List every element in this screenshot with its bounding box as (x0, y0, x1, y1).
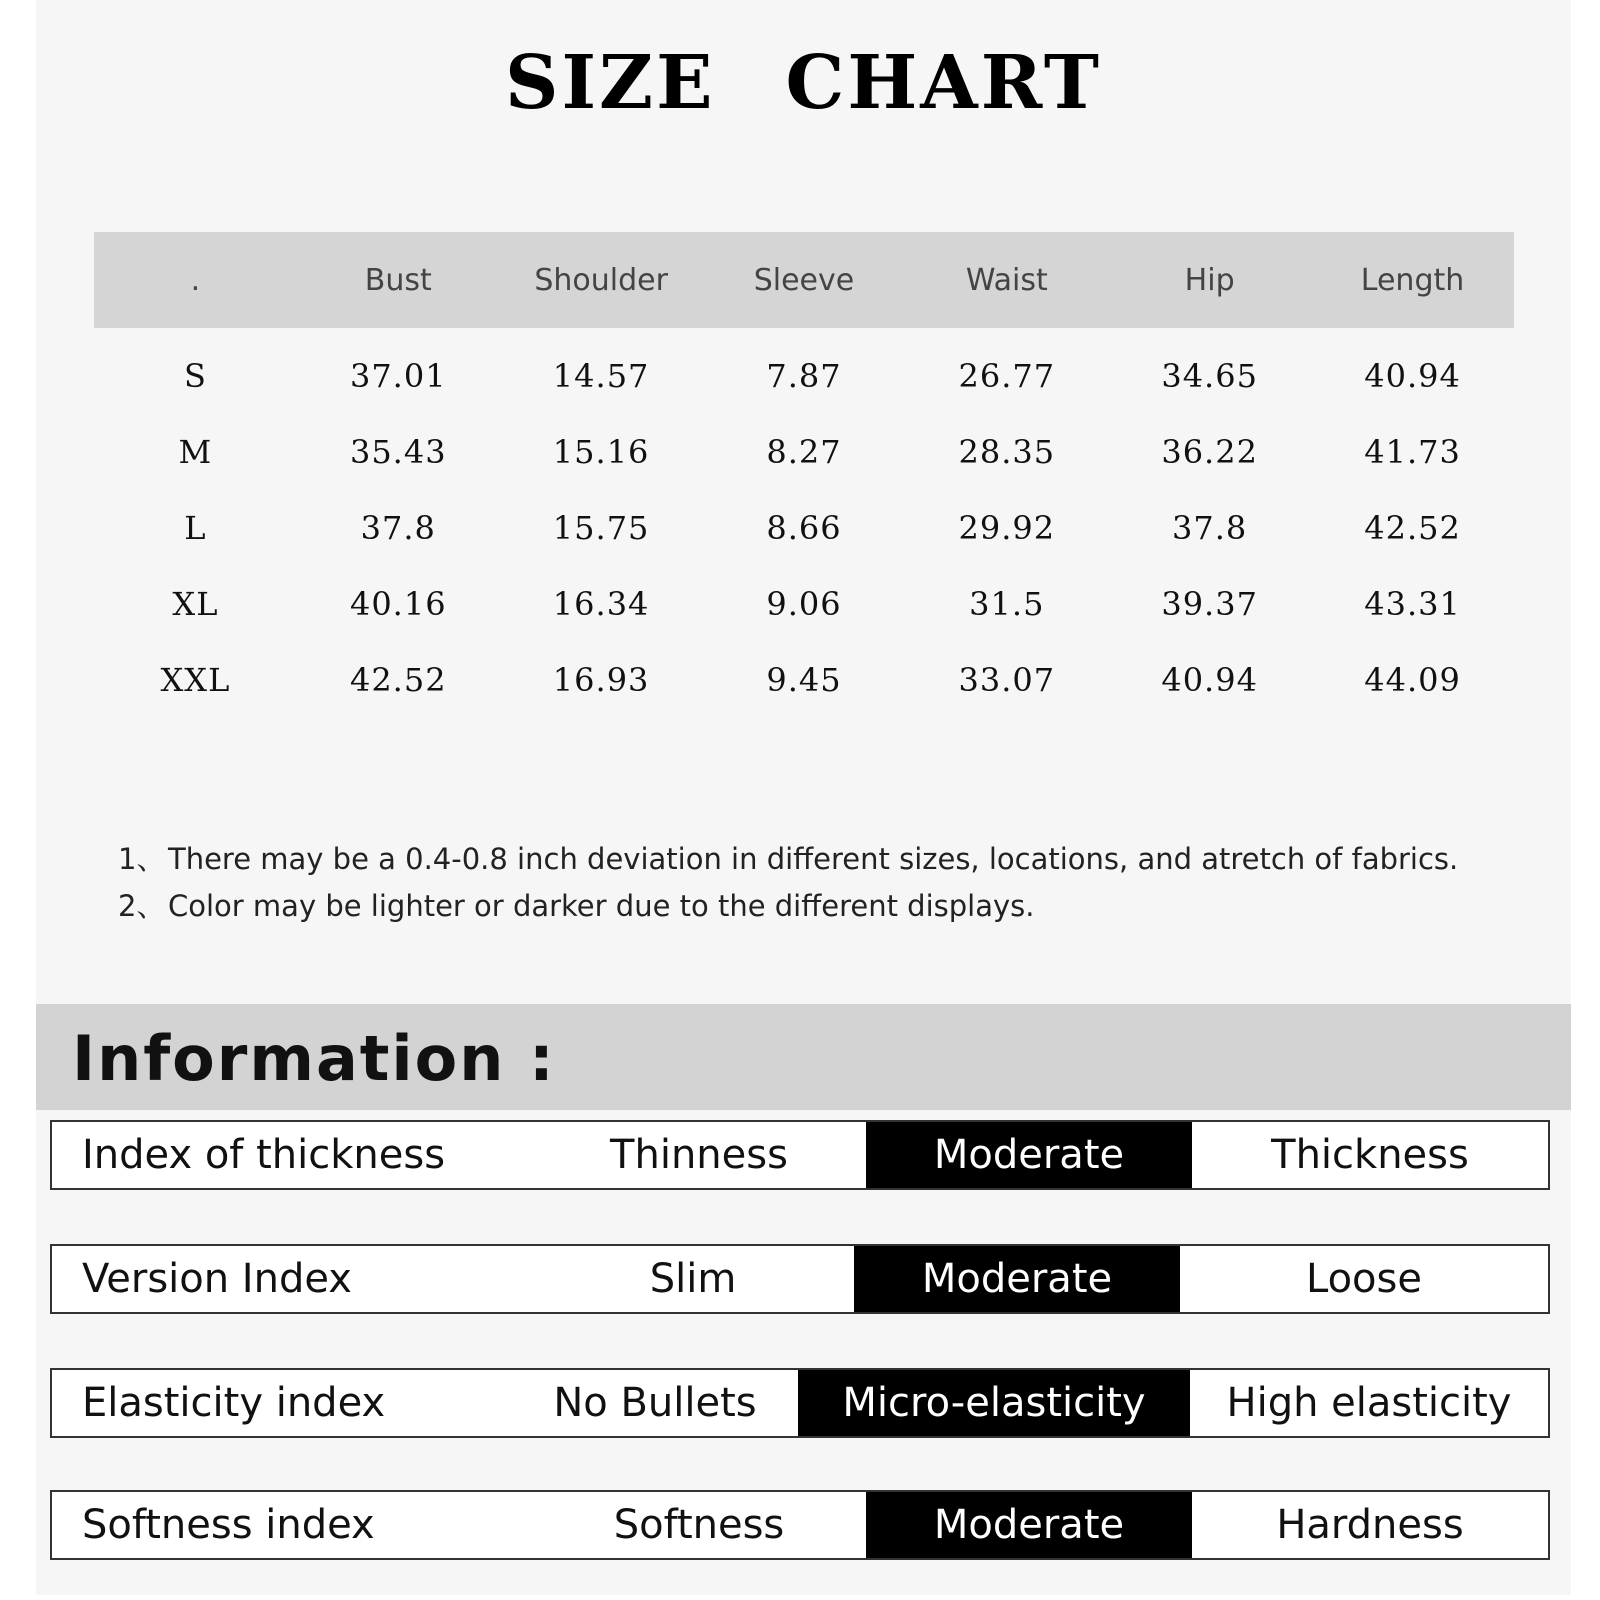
size-cell: L (184, 509, 207, 547)
option-moderate-selected: Moderate (854, 1246, 1180, 1312)
sleeve-cell: 8.66 (766, 509, 842, 547)
column-header-shoulder: Shoulder (500, 232, 703, 328)
size-table (94, 232, 1514, 718)
column-header-sleeve: Sleeve (703, 232, 906, 328)
page-title (36, 40, 1571, 126)
option-softness: Softness (613, 1502, 785, 1548)
length-cell: 40.94 (1364, 357, 1461, 395)
waist-cell: 28.35 (958, 433, 1056, 471)
row-label: Elasticity index (82, 1380, 386, 1426)
column-header-size: . (94, 232, 297, 328)
option-thickness: Thickness (1271, 1132, 1469, 1178)
information-bar (36, 1004, 1571, 1110)
table-row (94, 328, 1514, 414)
sleeve-cell: 9.45 (766, 661, 842, 699)
note-item (118, 883, 1458, 930)
table-row (94, 490, 1514, 566)
hip-cell: 39.37 (1161, 585, 1258, 623)
hip-cell: 37.8 (1172, 509, 1248, 547)
bust-cell: 35.43 (349, 433, 447, 471)
option-loose: Loose (1306, 1256, 1422, 1302)
length-cell: 42.52 (1364, 509, 1461, 547)
size-cell: XXL (160, 661, 231, 699)
bust-cell: 40.16 (349, 585, 447, 623)
note-number: 2、 (118, 889, 166, 923)
size-cell: XL (172, 585, 219, 623)
option-hardness: Hardness (1276, 1502, 1464, 1548)
option-high-elasticity: High elasticity (1226, 1380, 1512, 1426)
note-text: Color may be lighter or darker due to the different displays. (168, 889, 1035, 923)
hip-cell: 36.22 (1161, 433, 1258, 471)
shoulder-cell: 15.75 (552, 509, 650, 547)
column-header-hip: Hip (1108, 232, 1311, 328)
hip-cell: 40.94 (1161, 661, 1258, 699)
table-row (94, 642, 1514, 718)
sleeve-cell: 8.27 (766, 433, 842, 471)
sleeve-cell: 7.87 (766, 357, 842, 395)
size-table-header (94, 232, 1514, 328)
title-word-chart: CHART (785, 40, 1102, 126)
option-micro-elasticity-selected: Micro-elasticity (798, 1370, 1190, 1436)
size-chart-canvas (36, 0, 1571, 1595)
length-cell: 43.31 (1364, 585, 1461, 623)
table-row (94, 566, 1514, 642)
sleeve-cell: 9.06 (766, 585, 842, 623)
row-label: Softness index (82, 1502, 375, 1548)
column-header-waist: Waist (905, 232, 1108, 328)
bust-cell: 37.8 (360, 509, 436, 547)
title-word-size: SIZE (505, 40, 716, 126)
shoulder-cell: 14.57 (552, 357, 650, 395)
bust-cell: 37.01 (349, 357, 447, 395)
notes (118, 836, 1458, 930)
waist-cell: 33.07 (958, 661, 1056, 699)
table-row (94, 414, 1514, 490)
thickness-index-row (50, 1120, 1550, 1190)
length-cell: 44.09 (1364, 661, 1461, 699)
shoulder-cell: 16.93 (552, 661, 650, 699)
column-header-bust: Bust (297, 232, 500, 328)
information-heading: Information : (72, 1022, 556, 1095)
bust-cell: 42.52 (349, 661, 447, 699)
option-moderate-selected: Moderate (866, 1122, 1192, 1188)
note-item (118, 836, 1458, 883)
hip-cell: 34.65 (1161, 357, 1258, 395)
waist-cell: 29.92 (958, 509, 1056, 547)
waist-cell: 31.5 (969, 585, 1045, 623)
option-thinness: Thinness (610, 1132, 788, 1178)
option-moderate-selected: Moderate (866, 1492, 1192, 1558)
size-cell: M (178, 433, 213, 471)
shoulder-cell: 15.16 (552, 433, 650, 471)
note-text: There may be a 0.4-0.8 inch deviation in different sizes, locations, and atretch of fabrics. (168, 842, 1459, 876)
size-cell: S (183, 357, 207, 395)
column-header-length: Length (1311, 232, 1514, 328)
length-cell: 41.73 (1364, 433, 1461, 471)
option-slim: Slim (649, 1256, 737, 1302)
note-number: 1、 (118, 842, 166, 876)
row-label: Version Index (82, 1256, 352, 1302)
row-label: Index of thickness (82, 1132, 446, 1178)
waist-cell: 26.77 (958, 357, 1056, 395)
option-no-bullets: No Bullets (553, 1380, 757, 1426)
elasticity-index-row (50, 1368, 1550, 1438)
version-index-row (50, 1244, 1550, 1314)
shoulder-cell: 16.34 (552, 585, 650, 623)
softness-index-row (50, 1490, 1550, 1560)
